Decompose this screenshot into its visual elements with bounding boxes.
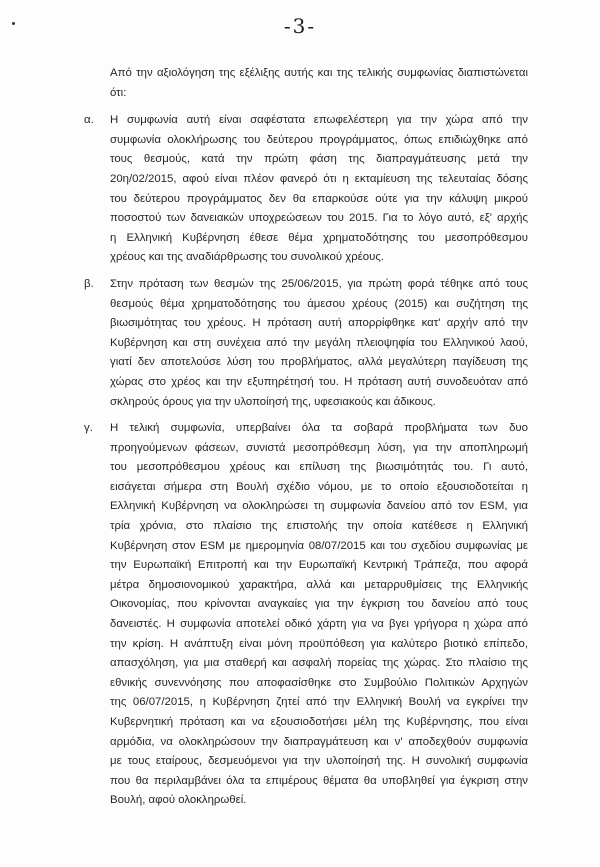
- text-line: βιωσιμότητας του χρέους. Η πρόταση αυτή απορρίφθηκε κατ' αρχήν από την: [110, 317, 528, 330]
- item-marker: β.: [84, 277, 94, 290]
- text-line: Οικονομίας, που κρίνονται αναγκαίες για την έγκριση του δανείου από τους: [110, 598, 528, 611]
- text-line: την Ευρωπαϊκή Επιτροπή και την Ευρωπαϊκή Κεντρική Τράπεζα, που αφορά: [110, 559, 528, 572]
- text-line: χρέους και της αναδιάρθρωσης του συνολικού χρέους.: [110, 251, 385, 264]
- item-text: [110, 111, 528, 268]
- text-line: την κρίση. Η ανάπτυξη είναι μόνη προϋπόθεση για καλύτερο βιοτικό επίπεδο,: [110, 637, 528, 650]
- list-item: [84, 275, 528, 412]
- text-line: Ελληνική Κυβέρνηση να ολοκληρώσει τη συμφωνία δανείου από τον ESM, για: [110, 500, 528, 513]
- list-item: [84, 111, 528, 268]
- text-line: απασχόληση, για μια σταθερή και ασφαλή πορείας της χώρας. Στο πλαίσιο της: [110, 657, 528, 670]
- text-line: Κυβέρνηση και στη συνέχεια από την μεγάλη πλειοψηφία του Ελληνικού λαού,: [110, 336, 528, 349]
- text-line: θεσμούς θέμα χρηματοδότησης του άμεσου χρέους (2015) και συζήτηση της: [110, 297, 528, 310]
- text-line: Κυβέρνηση στον ESM με ημερομηνία 08/07/2015 και του σχεδίου συμφωνίας με: [110, 539, 528, 552]
- list-item: [84, 419, 528, 811]
- text-line: Η συμφωνία αυτή είναι σαφέστατα επωφελέστερη για την χώρα από την: [110, 114, 528, 127]
- item-marker: α.: [84, 114, 94, 127]
- text-line: μέτρα δημοσιονομικού χαρακτήρα, αλλά και μεταρρυθμίσεις της Ελληνικής: [110, 578, 528, 591]
- text-line: η Ελληνική Κυβέρνηση έθεσε θέμα χρηματοδότησης του μεσοπρόθεσμου: [110, 231, 528, 244]
- text-line: του δεύτερου προγράμματος δεν θα επαρκούσε ούτε για την κάλυψη μικρού: [110, 192, 528, 205]
- text-line: τρία χρόνια, στο πλαίσιο της επιστολής την οποία κατέθεσε η Ελληνική: [110, 520, 528, 533]
- text-line: ποσοστού των δανειακών υποχρεώσεων του 2015. Για το λόγο αυτό, εξ' αρχής: [110, 212, 528, 225]
- text-line: συμφωνία ολοκλήρωσης του δεύτερου προγράμματος, όπως επιδιώχθηκε από: [110, 133, 528, 146]
- item-text: [110, 419, 528, 811]
- text-line: Στην πρόταση των θεσμών της 25/06/2015, για πρώτη φορά τέθηκε από τους: [110, 277, 528, 290]
- text-line: αρμόδια, να ολοκληρώσουν την διαπραγμάτευση και ν' αποδεχθούν συμφωνία: [110, 735, 528, 748]
- text-line: χώρας στο χρέος και την εξυπηρέτησή του. Η πρόταση αυτή συνοδευόταν από: [110, 375, 528, 388]
- text-line: τους θεσμούς, κατά την πρώτη φάση της διαπραγμάτευσης μετά την: [110, 153, 528, 166]
- text-line: εθνικής συνεννόησης που αποφασίσθηκε στο Συμβούλιο Πολιτικών Αρχηγών: [110, 676, 528, 689]
- intro-paragraph: Από την αξιολόγηση της εξέλιξης αυτής και της τελικής συμφωνίας διαπιστώνεται ότι:: [110, 67, 528, 99]
- item-text: [110, 275, 528, 412]
- text-line: εισάγεται σήμερα στη Βουλή σχέδιο νόμου, με το οποίο εξουσιοδοτείται η: [110, 480, 528, 493]
- text-line: της 06/07/2015, η Κυβέρνηση ζητεί από την Ελληνική Βουλή να εγκρίνει την: [110, 696, 528, 709]
- text-line: Κυβερνητική πρόταση και να εξουσιοδοτήσει μέλη της Κυβέρνησης, που είναι: [110, 716, 528, 728]
- text-line: προηγούμενων φάσεων, συνιστά μεσοπρόθεσμη λύση, για την αποπληρωμή: [110, 441, 528, 454]
- text-line: 20η/02/2015, αφού είναι πλέον φανερό ότι η εκταμίευση της τελευταίας δόσης: [110, 172, 528, 185]
- text-line: σκληρούς όρους για την υλοποίησή της, υφεσιακούς και άδικους.: [110, 395, 436, 408]
- text-line: του μεσοπρόθεσμου χρέους και επίλυση της βιωσιμότητάς του. Γι αυτό,: [110, 461, 528, 474]
- text-line: που θα περιλαμβάνει όλα τα επιμέρους θέματα θα υποβληθεί για έγκριση στην: [110, 774, 528, 787]
- text-line: Η τελική συμφωνία, υπερβαίνει όλα τα σοβαρά προβλήματα των δυο: [110, 422, 528, 435]
- item-marker: γ.: [84, 422, 93, 435]
- text-line: δανειστές. Η συμφωνία αποτελεί οδικό χάρτη για να βγει γρήγορα η χώρα από: [110, 618, 528, 631]
- page-number: -3-: [283, 14, 317, 38]
- document-body: [84, 64, 528, 818]
- item-list: [84, 111, 528, 811]
- text-line: Βουλή, αφού ολοκληρωθεί.: [110, 794, 247, 807]
- text-line: γιατί δεν αποτελούσε λύση του προβλήματος, αλλά μεγαλύτερη παγίδευση της: [110, 356, 528, 369]
- text-line: με τους εταίρους, δεσμευόμενοι για την υλοποίησή της. Η συνολική συμφωνία: [110, 755, 528, 768]
